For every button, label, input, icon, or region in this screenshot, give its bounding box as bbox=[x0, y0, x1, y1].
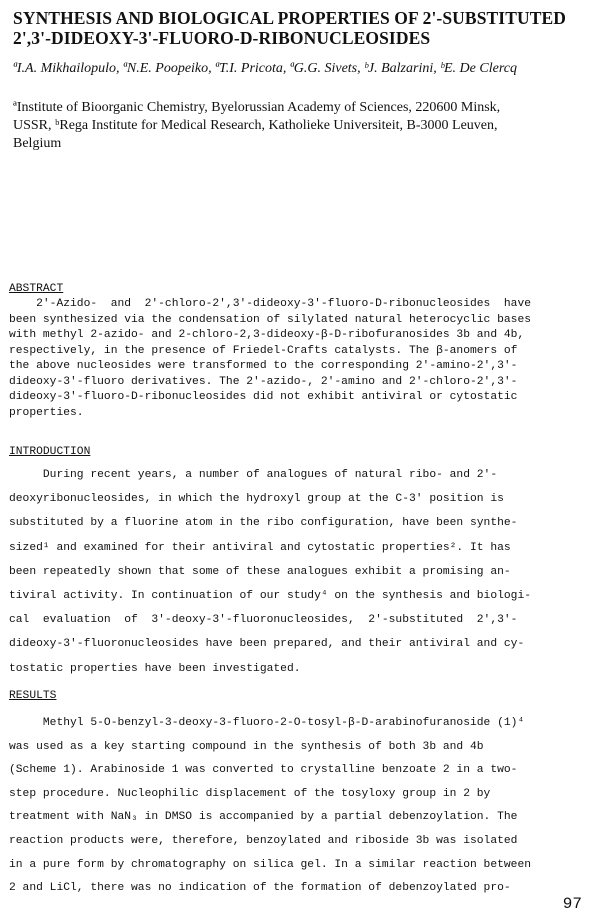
page-number: 97 bbox=[562, 895, 582, 913]
results-line: step procedure. Nucleophilic displacement of the tosyloxy group in 2 by bbox=[9, 787, 491, 800]
title-line-1: SYNTHESIS AND BIOLOGICAL PROPERTIES OF 2'-SUBSTITUTED bbox=[13, 8, 567, 28]
affiliation-line: USSR, ᵇRega Institute for Medical Research, Katholieke Universiteit, B-3000 Leuven, bbox=[13, 118, 498, 133]
abstract-line: dideoxy-3'-fluoro derivatives. The 2'-azido-, 2'-amino and 2'-chloro-2',3'- bbox=[9, 375, 518, 388]
results-line: in a pure form by chromatography on silica gel. In a similar reaction between bbox=[9, 858, 532, 871]
results-line: reaction products were, therefore, benzoylated and riboside 3b was isolated bbox=[9, 834, 518, 847]
introduction-line: been repeatedly shown that some of these analogues exhibit a promising an- bbox=[9, 565, 511, 578]
introduction-line: sized¹ and examined for their antiviral and cytostatic properties². It has bbox=[9, 541, 511, 554]
title-line-2: 2',3'-DIDEOXY-3'-FLUORO-D-RIBONUCLEOSIDES bbox=[13, 28, 431, 48]
abstract-line: dideoxy-3'-fluoro-D-ribonucleosides did not exhibit antiviral or cytostatic bbox=[9, 391, 518, 403]
introduction-body bbox=[9, 463, 585, 681]
introduction-line: During recent years, a number of analogues of natural ribo- and 2'- bbox=[9, 469, 498, 481]
abstract-heading: ABSTRACT bbox=[9, 283, 64, 295]
abstract-line: 2'-Azido- and 2'-chloro-2',3'-dideoxy-3'-fluoro-D-ribonucleosides have bbox=[9, 298, 532, 310]
abstract-body bbox=[9, 297, 585, 421]
results-heading: RESULTS bbox=[9, 690, 57, 702]
results-line: (Scheme 1). Arabinoside 1 was converted to crystalline benzoate 2 in a two- bbox=[9, 764, 518, 777]
abstract-line: been synthesized via the condensation of silylated natural heterocyclic bases bbox=[9, 313, 532, 326]
abstract-line: respectively, in the presence of Friedel-Crafts catalysts. The β-anomers of bbox=[9, 344, 518, 357]
results-line: was used as a key starting compound in the synthesis of both 3b and 4b bbox=[9, 740, 484, 753]
results-line: 2 and LiCl, there was no indication of the formation of debenzoylated pro- bbox=[9, 882, 511, 895]
abstract-line: with methyl 2-azido- and 2-chloro-2,3-dideoxy-β-D-ribofuranosides 3b and 4b, bbox=[9, 329, 525, 341]
abstract-line: the above nucleosides were transformed to the corresponding 2'-amino-2',3'- bbox=[9, 360, 518, 372]
introduction-line: tostatic properties have been investigated. bbox=[9, 662, 301, 675]
introduction-line: deoxyribonucleosides, in which the hydroxyl group at the C-3' position is bbox=[9, 493, 504, 506]
affiliation-line: ªInstitute of Bioorganic Chemistry, Byelorussian Academy of Sciences, 220600 Minsk, bbox=[13, 100, 501, 115]
results-line: treatment with NaN₃ in DMSO is accompanied by a partial debenzoylation. The bbox=[9, 811, 518, 824]
results-line: Methyl 5-O-benzyl-3-deoxy-3-fluoro-2-O-tosyl-β-D-arabinofuranoside (1)⁴ bbox=[9, 717, 525, 729]
author-list: ªI.A. Mikhailopulo, ªN.E. Poopeiko, ªT.I. Pricota, ªG.G. Sivets, ᵇJ. Balzarini, ᵇE. De Clercq bbox=[13, 61, 517, 76]
introduction-line: cal evaluation of 3'-deoxy-3'-fluoronucleosides, 2'-substituted 2',3'- bbox=[9, 614, 518, 627]
introduction-heading: INTRODUCTION bbox=[9, 446, 91, 458]
introduction-line: dideoxy-3'-fluoronucleosides have been prepared, and their antiviral and cy- bbox=[9, 638, 525, 651]
results-body bbox=[9, 712, 585, 901]
affiliations bbox=[13, 99, 588, 153]
introduction-line: substituted by a fluorine atom in the ribo configuration, have been synthe- bbox=[9, 517, 518, 530]
abstract-line: properties. bbox=[9, 406, 84, 419]
paper-title bbox=[13, 8, 593, 48]
affiliation-line: Belgium bbox=[13, 136, 62, 151]
introduction-line: tiviral activity. In continuation of our study⁴ on the synthesis and biologi- bbox=[9, 590, 532, 603]
